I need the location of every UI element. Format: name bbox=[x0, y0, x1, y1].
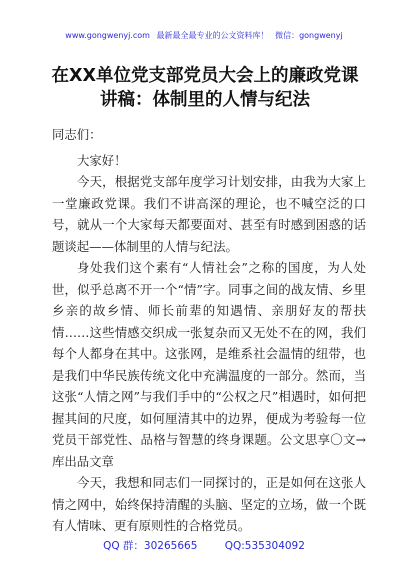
title-line-1: 在XX单位党支部党员大会上的廉政党课 bbox=[51, 66, 359, 86]
qq-group: QQ 群：30265665 bbox=[103, 540, 198, 552]
document-title bbox=[40, 64, 370, 112]
page-footer bbox=[0, 538, 408, 553]
title-line-2: 讲稿：体制里的人情与纪法 bbox=[100, 90, 310, 110]
paragraph: 身处我们这个素有“人情社会”之称的国度，为人处世，似乎总离不开一个“情”字。同事之间的战友情、乡里乡亲的故乡情、师长前辈的知遇情、亲朋好友的帮扶情……这些情感交织成一张复杂而又无处不在的网，我们每个人都身在其中。这张网，是维系社会温情的纽带，也是我们中华民族传统文化中充满温度的一部分。然而，当这张“人情之网”与我们手中的“公权之尺”相遇时，如何把握其间的尺度，如何厘清其中的边界，便成为考验每一位党员干部党性、品格与智慧的终身课题。公文思享〇文→库出品文章 bbox=[52, 260, 366, 469]
salutation: 同志们： bbox=[52, 127, 102, 142]
website-link[interactable]: www.gongwenyj.com bbox=[65, 31, 150, 40]
wechat-id: 微信：gongwenyj bbox=[275, 31, 343, 40]
header-slogan: 最新最全最专业的公文资料库！ bbox=[156, 31, 269, 40]
qq-number: QQ:535304092 bbox=[224, 540, 305, 552]
paragraph: 今天，根据党支部年度学习计划安排，由我为大家上一堂廉政党课。我们不讲高深的理论，也不喊空泛的口号，就从一个大家每天都要面对、甚至有时感到困惑的话题谈起——体制里的人情与纪法。 bbox=[52, 174, 366, 254]
greeting: 大家好！ bbox=[77, 152, 127, 168]
paragraph: 今天，我想和同志们一同探讨的，正是如何在这张人情之网中，始终保持清醒的头脑、坚定的立场，做一个既有人情味、更有原则性的合格党员。 bbox=[52, 475, 366, 533]
document-body bbox=[52, 124, 366, 537]
page-header bbox=[0, 30, 408, 41]
